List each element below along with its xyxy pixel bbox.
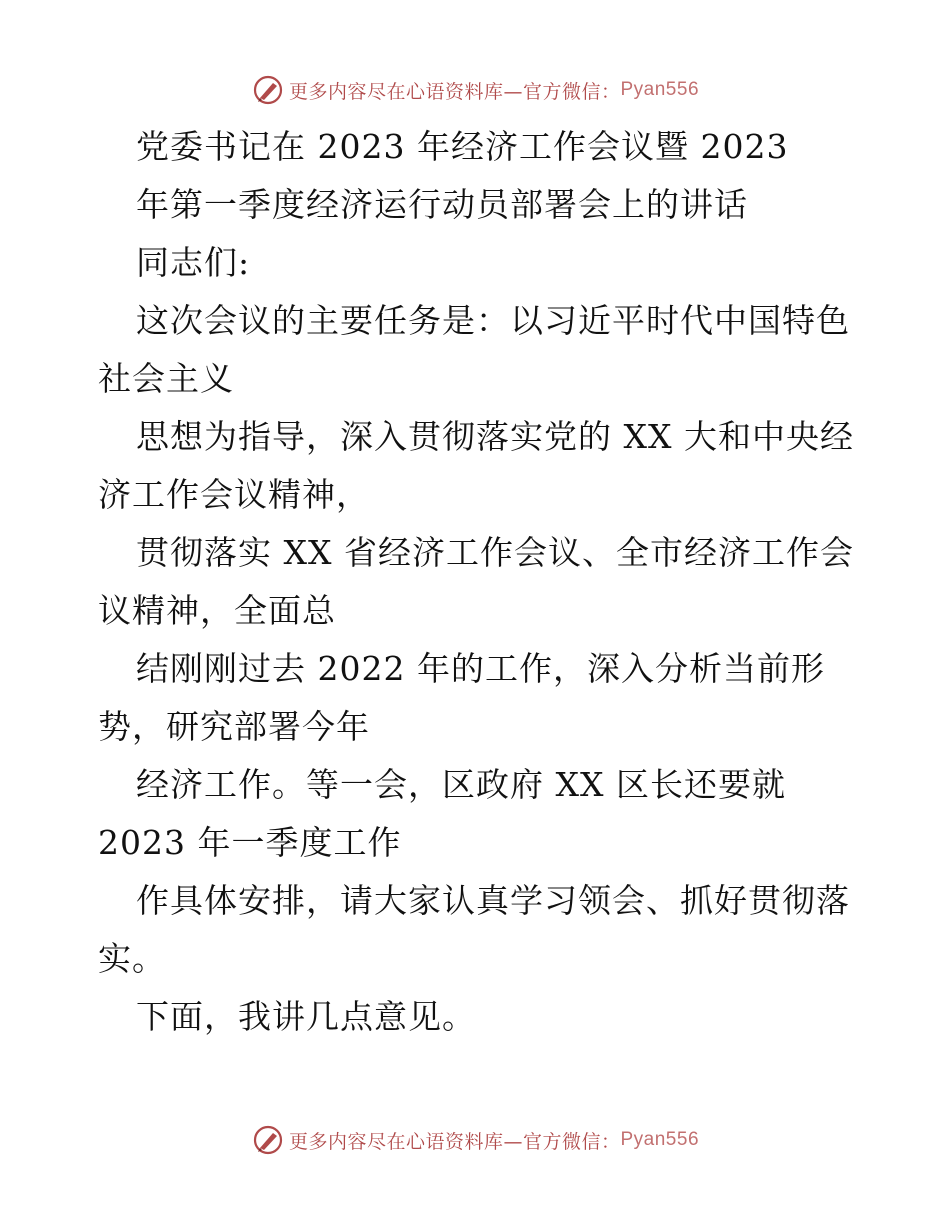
header-banner [0, 72, 950, 108]
document-line: 济工作会议精神， [98, 475, 370, 514]
document-line: 党委书记在 2023 年经济工作会议暨 2023 [136, 127, 789, 166]
header-banner-wechat: Pyan556 [620, 79, 700, 100]
document-body [98, 118, 858, 1046]
document-line: 作具体安排，请大家认真学习领会、抓好贯彻落 [136, 881, 850, 920]
document-line: 思想为指导，深入贯彻落实党的 XX 大和中央经 [136, 417, 854, 456]
document-line: 议精神，全面总 [98, 591, 336, 630]
footer-banner-wechat: Pyan556 [620, 1129, 700, 1150]
document-line: 这次会议的主要任务是：以习近平时代中国特色 [136, 301, 850, 340]
document-line: 实。 [98, 939, 166, 978]
document-line: 势，研究部署今年 [98, 707, 370, 746]
pen-logo-icon [251, 1123, 285, 1157]
footer-banner [0, 1122, 950, 1158]
pen-logo-icon [251, 73, 285, 107]
document-line: 经济工作。等一会，区政府 XX 区长还要就 [136, 765, 786, 804]
document-line: 2023 年一季度工作 [98, 823, 402, 862]
header-banner-text: 更多内容尽在心语资料库—官方微信： [288, 80, 621, 103]
document-line: 结刚刚过去 2022 年的工作，深入分析当前形 [136, 649, 825, 688]
footer-banner-text: 更多内容尽在心语资料库—官方微信： [288, 1130, 621, 1153]
document-line: 年第一季度经济运行动员部署会上的讲话 [136, 185, 748, 224]
document-line: 社会主义 [98, 359, 234, 398]
document-line: 下面，我讲几点意见。 [136, 997, 476, 1036]
document-line: 同志们: [136, 243, 251, 282]
document-line: 贯彻落实 XX 省经济工作会议、全市经济工作会 [136, 533, 854, 572]
